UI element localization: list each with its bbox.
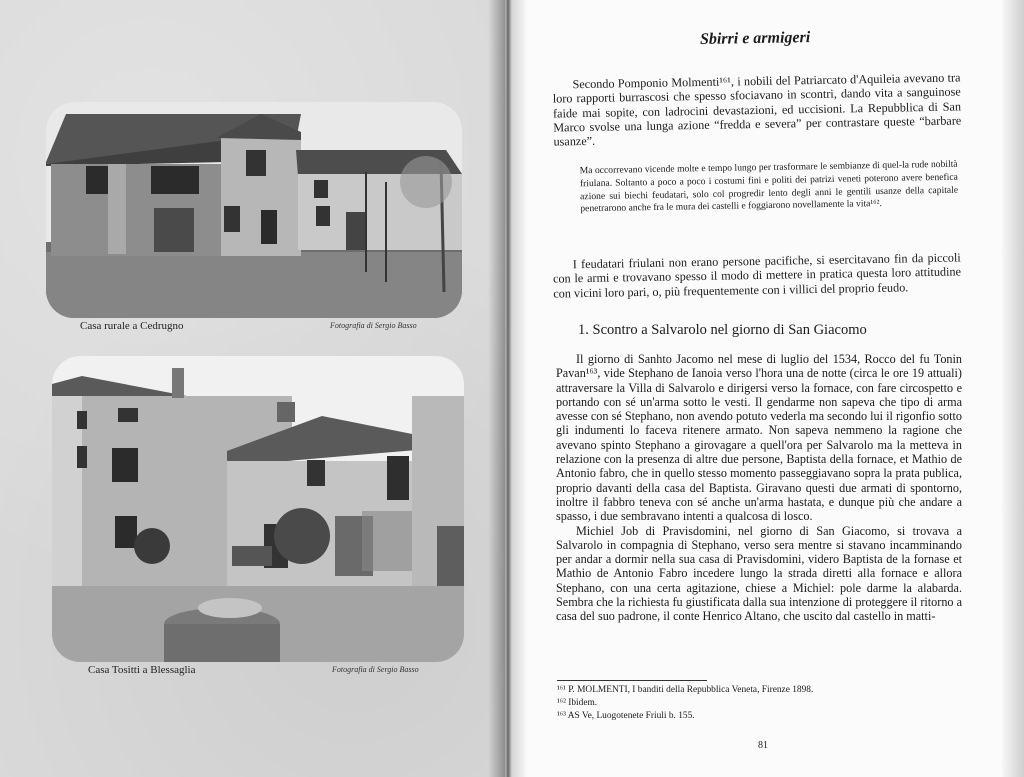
page-number: 81 xyxy=(758,740,768,751)
intro-text: Secondo Pomponio Molmenti¹⁶¹, i nobili del Patriarcato d'Aquileia avevano tra loro rapporti burrascosi che spesso sfociavano in scontri, dando vita a sanguinose faide mai sopite, con ladrocini devastazioni, ed uccisioni. La Repubblica di San Marco svolse una lunga azione “fredda e severa” per contrastare queste “barbare usanze”. xyxy=(552,70,962,149)
photo2-credit: Fotografia di Sergio Basso xyxy=(332,665,419,674)
footnote-163: ¹⁶³ AS Ve, Luogotenete Friuli b. 155. xyxy=(557,711,695,721)
body-text xyxy=(556,352,962,624)
photo1-caption: Casa rurale a Cedrugno xyxy=(80,320,184,332)
body-paragraph-2: Michiel Job di Pravisdomini, nel giorno di San Giacomo, si trovava a Salvarolo in compagnia di Stephano, verso sera mentre si stavano incamminando per andar a dormir nella sua casa di Pravisdomini, videro Baptista de la fornase et Mathio de Antonio Fabro incedere lungo la strada diretti alla fornace e allora Stephano, con una certa agitazione, chiese a Michiel: pole darme la alabarda. Sembra che la richiesta fu giustificata dalla sua intenzione di proteggere il ritorno a casa del suo padrone, il conte Henrico Altano, che uscito dal castello in matti- xyxy=(556,523,962,624)
block-quote: Ma occorrevano vicende molte e tempo lungo per trasformare le sembianze di quel-la rude nobiltà friulana. Soltanto a poco a poco i costumi fini e politi dei patrizi veneti poterono avere benefica azione sui biechi feudatari, solo col progredir lento degli anni le gentili usanze della capitale penetrarono anche fra le mura dei castelli e foggiarono novellamente la vita¹⁶². xyxy=(579,158,959,215)
body-paragraph-1: Il giorno di Sanhto Jacomo nel mese di luglio del 1534, Rocco del fu Tonin Pavan¹⁶³, vide Stephano de Ianoia verso l'hora una de notte (circa le ore 19 attuali) attraversare la Villa di Salvarolo e dirigersi verso la fornace, con fare circospetto e portando con sé un'arma sotto le vesti. Il gendarme non sapeva che tipo di arma avesse con sé Stephano, non avendo potuto vederla ma secondo lui il rigonfio sotto gli indumenti lo faceva ritenere armato. Non sapeva nemmeno la ragione che avevano spinto Stephano a girovagare a quell'ora per Salvarolo ma la metteva in relazione con la presenza di altre due persone, Baptista della fornace, et Mathio de Antonio fabro, che in quello stesso momento passeggiavano sopra la prata publica, proprio davanti della casa del Baptista. Giravano questi due armati di spontorno, inoltre il fabbro teneva con sé anche un'arma hastata, e dunque più che andare a spasso, i due sembravano intenti a qualcosa di losco. xyxy=(556,352,962,524)
running-head: Sbirri e armigeri xyxy=(699,29,811,48)
page-edge xyxy=(1002,0,1024,777)
paragraph2-text: I feudatari friulani non erano persone pacifiche, si esercitavano fin da piccoli con le armi e trovavano spesso il modo di mettere in pratica questa loro attitudine con vicini loro pari, o, più frequentemente con i villici del proprio feudo. xyxy=(552,250,962,301)
footnotes xyxy=(557,684,813,723)
section-title: 1. Scontro a Salvarolo nel giorno di San Giacomo xyxy=(578,322,867,338)
footnote-161: ¹⁶¹ P. MOLMENTI, I banditi della Repubblica Veneta, Firenze 1898. xyxy=(557,685,814,695)
photo-casa-tositti xyxy=(52,356,464,662)
photo-casa-rurale xyxy=(46,102,462,318)
photo2-caption: Casa Tositti a Blessaglia xyxy=(88,664,196,676)
left-page xyxy=(0,0,505,777)
intro-paragraph xyxy=(552,70,961,149)
photo1-credit: Fotografia di Sergio Basso xyxy=(330,321,417,330)
footnote-162: ¹⁶² Ibidem. xyxy=(557,698,598,708)
footnote-rule xyxy=(557,680,707,681)
book-gutter xyxy=(488,0,528,777)
paragraph-feudatari xyxy=(553,250,962,300)
